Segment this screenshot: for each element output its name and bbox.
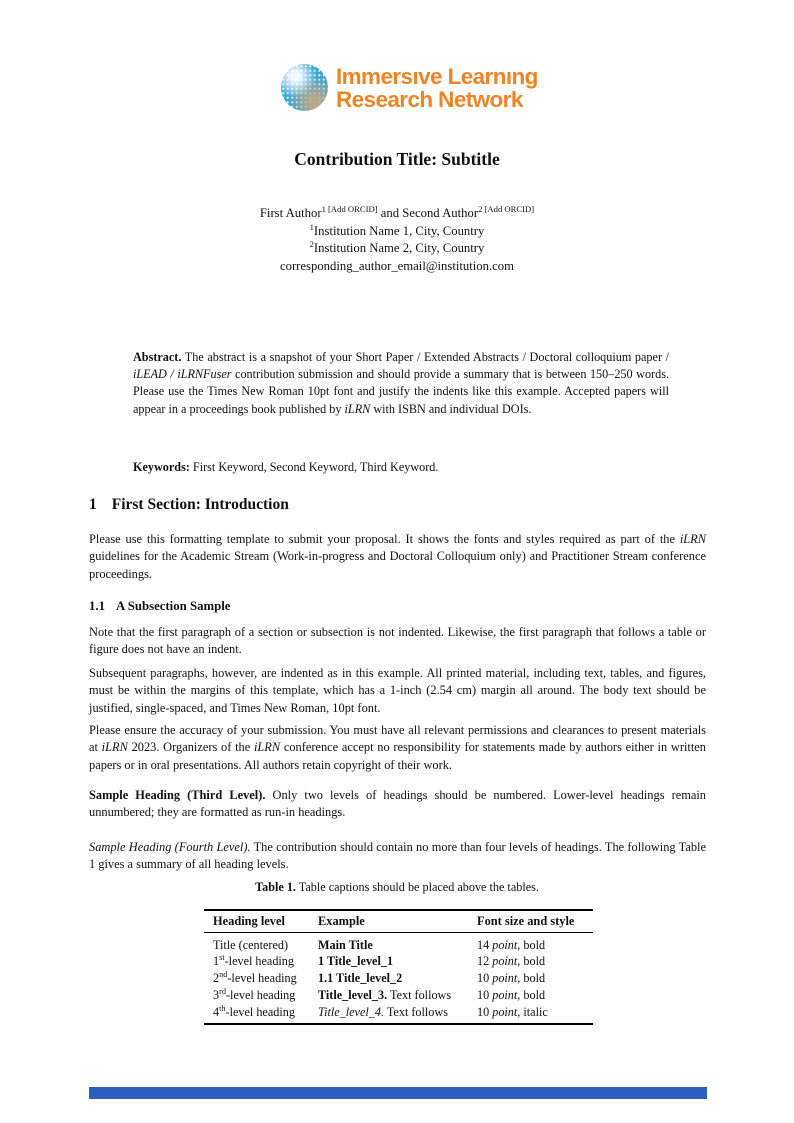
- section-number: 1: [89, 496, 97, 513]
- affiliation-2: $^2$Institution Name 2, City, Country: [309, 238, 485, 255]
- paragraph-note: Note that the first paragraph of a section or subsection is not indented. Likewise, the first paragraph that follows a table or figure does not have an indent.: [89, 625, 706, 657]
- heading-levels-table: [204, 909, 593, 1025]
- paragraph-subsequent: Subsequent paragraphs, however, are indented as in this example. All printed material, including text, tables, and figures, must be within the margins of this template, which has a 1-inch (2.54 cm) margin all around. The body text should be justified, single-spaced, and Times New Roman, 10pt font.: [89, 666, 706, 715]
- logo-line-1: Immersıve Learnıng: [336, 63, 538, 89]
- cell-font-style: 10 point, bold: [477, 971, 546, 986]
- cell-heading-level: 2nd-level heading: [213, 970, 297, 986]
- cell-font-style: 12 point, bold: [477, 954, 546, 969]
- affiliation-1: $^1$Institution Name 1, City, Country: [309, 221, 485, 238]
- cell-heading-level: Title (centered): [213, 937, 289, 952]
- corresponding-email: corresponding_author_email@institution.com: [279, 258, 515, 273]
- cell-example: 1 Title_level_1: [318, 954, 394, 969]
- table-caption: Table 1. Table captions should be placed above the tables.: [255, 880, 539, 894]
- ilrn-logo: [281, 64, 538, 111]
- table-header-row: [204, 910, 593, 933]
- section-heading-1: [89, 496, 706, 514]
- paper-title: Contribution Title: Subtitle: [294, 149, 500, 169]
- cell-font-style: 14 point, bold: [477, 937, 546, 952]
- cell-heading-level: 3rd-level heading: [213, 987, 296, 1003]
- logo-line-2: Research Network: [336, 86, 523, 112]
- globe-icon: [281, 64, 328, 111]
- col-header-heading-level: Heading level: [204, 910, 318, 933]
- subsection-number: 1.1: [89, 599, 105, 613]
- table-row: [204, 933, 593, 954]
- cell-example: Title_level_3. Text follows: [318, 988, 452, 1003]
- cell-heading-level: 4th-level heading: [204, 1004, 318, 1024]
- cell-example: Title_level_4. Text follows: [318, 1004, 477, 1024]
- table-row: [204, 1004, 593, 1024]
- abstract-paragraph: Abstract. The abstract is a snapshot of your Short Paper / Extended Abstracts / Doctoral colloquium paper / iLEAD / iLRNFuser contribution submission and should provide a summary that is between 150–250 words. Please use the Times New Roman 10pt font and justify the indents like this example. Accepted papers will appear in a proceedings book published by iLRN with ISBN and individual DOIs.: [133, 350, 669, 416]
- col-header-font-size: Font size and style: [477, 910, 593, 933]
- section-title: First Section: Introduction: [111, 496, 289, 513]
- cell-font-style: 10 point, bold: [477, 988, 546, 1003]
- cell-heading-level: 1st-level heading: [213, 953, 294, 969]
- cell-example: Main Title: [318, 937, 373, 952]
- author-block: [0, 205, 794, 275]
- cell-example: 1.1 Title_level_2: [318, 971, 403, 986]
- subsection-heading-1-1: [89, 599, 706, 614]
- subsection-title: A Subsection Sample: [116, 599, 231, 613]
- paragraph-fourth-level-heading: Sample Heading (Fourth Level). The contribution should contain no more than four levels of headings. The following Table 1 gives a summary of all heading levels.: [89, 840, 706, 872]
- cell-font-style: 10 point, italic: [477, 1004, 593, 1024]
- paragraph-ensure: Please ensure the accuracy of your submission. You must have all relevant permissions and clearances to present materials at iLRN 2023. Organizers of the iLRN conference accept no responsibility for statements made by authors either in written papers or in oral presentations. All authors retain copyright of their work.: [89, 723, 706, 772]
- footer-bar: [89, 1087, 707, 1099]
- table-row: [204, 953, 593, 970]
- col-header-example: Example: [318, 910, 477, 933]
- paragraph-intro: Please use this formatting template to submit your proposal. It shows the fonts and styles required as part of the iLRN guidelines for the Academic Stream (Work-in-progress and Doctoral Colloquium only) and Practitioner Stream conference proceedings.: [89, 532, 706, 581]
- keywords-line: Keywords: First Keyword, Second Keyword, Third Keyword.: [133, 460, 439, 474]
- table-row: [204, 987, 593, 1004]
- author-names: First Author$^{1 [Add ORCID]}$ and Second Author$^{2 [Add ORCID]}$: [259, 203, 535, 220]
- logo-wordmark: [336, 65, 538, 111]
- table-row: [204, 970, 593, 987]
- table: [204, 909, 593, 1025]
- paragraph-third-level-heading: Sample Heading (Third Level). Only two levels of headings should be numbered. Lower-level headings remain unnumbered; they are formatted as run-in headings.: [89, 788, 706, 820]
